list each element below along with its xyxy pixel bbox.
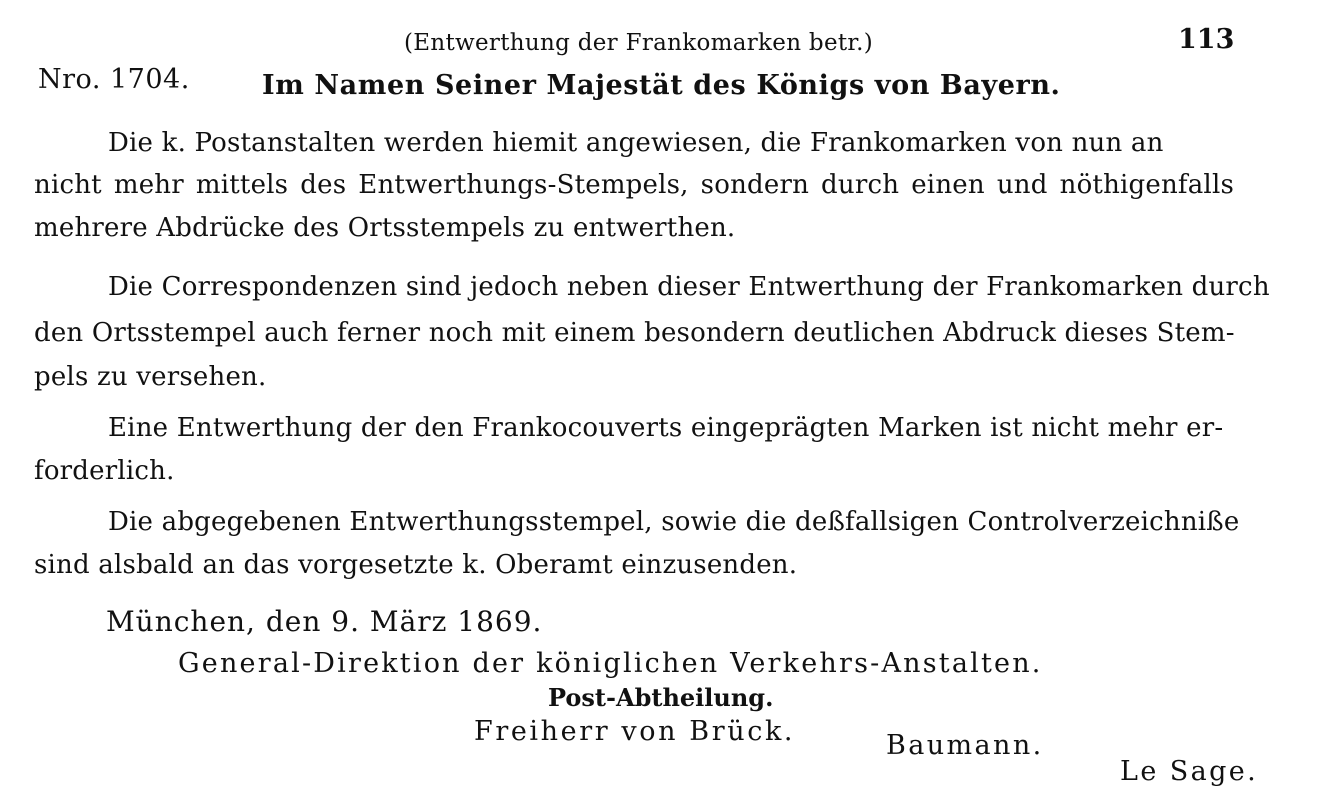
paragraph-4-line-1: Die abgegebenen Entwerthungsstempel, sowie die deßfallsigen Controlverzeichniße bbox=[108, 507, 1240, 537]
issuing-division: Post-Abtheilung. bbox=[548, 683, 774, 712]
signatory-1: Freiherr von Brück. bbox=[474, 716, 796, 747]
place-and-date: München, den 9. März 1869. bbox=[106, 605, 543, 638]
subject-line: (Entwerthung der Frankomarken betr.) bbox=[404, 30, 874, 56]
paragraph-1-line-3: mehrere Abdrücke des Ortsstempels zu entwerthen. bbox=[34, 213, 736, 243]
paragraph-4-line-2: sind alsbald an das vorgesetzte k. Oberamt einzusenden. bbox=[34, 550, 798, 580]
signatory-3: Le Sage. bbox=[1120, 756, 1259, 787]
ordinance-heading: Im Namen Seiner Majestät des Königs von Bayern. bbox=[262, 70, 1061, 101]
page-number: 113 bbox=[1178, 24, 1235, 55]
ordinance-number: Nro. 1704. bbox=[38, 64, 190, 95]
issuing-authority: General-Direktion der königlichen Verkehrs-Anstalten. bbox=[178, 648, 1043, 679]
paragraph-2-line-2: den Ortsstempel auch ferner noch mit einem besondern deutlichen Abdruck dieses Stem- bbox=[34, 318, 1235, 348]
paragraph-3-line-2: forderlich. bbox=[34, 456, 175, 486]
paragraph-2-line-1: Die Correspondenzen sind jedoch neben dieser Entwerthung der Frankomarken durch bbox=[108, 272, 1270, 302]
paragraph-3-line-1: Eine Entwerthung der den Frankocouverts eingeprägten Marken ist nicht mehr er- bbox=[108, 413, 1224, 443]
paragraph-1-line-1: Die k. Postanstalten werden hiemit angewiesen, die Frankomarken von nun an bbox=[108, 128, 1164, 158]
paragraph-1-line-2: nicht mehr mittels des Entwerthungs-Stempels, sondern durch einen und nöthigenfalls bbox=[34, 170, 1234, 200]
signatory-2: Baumann. bbox=[886, 730, 1044, 761]
paragraph-2-line-3: pels zu versehen. bbox=[34, 362, 267, 392]
